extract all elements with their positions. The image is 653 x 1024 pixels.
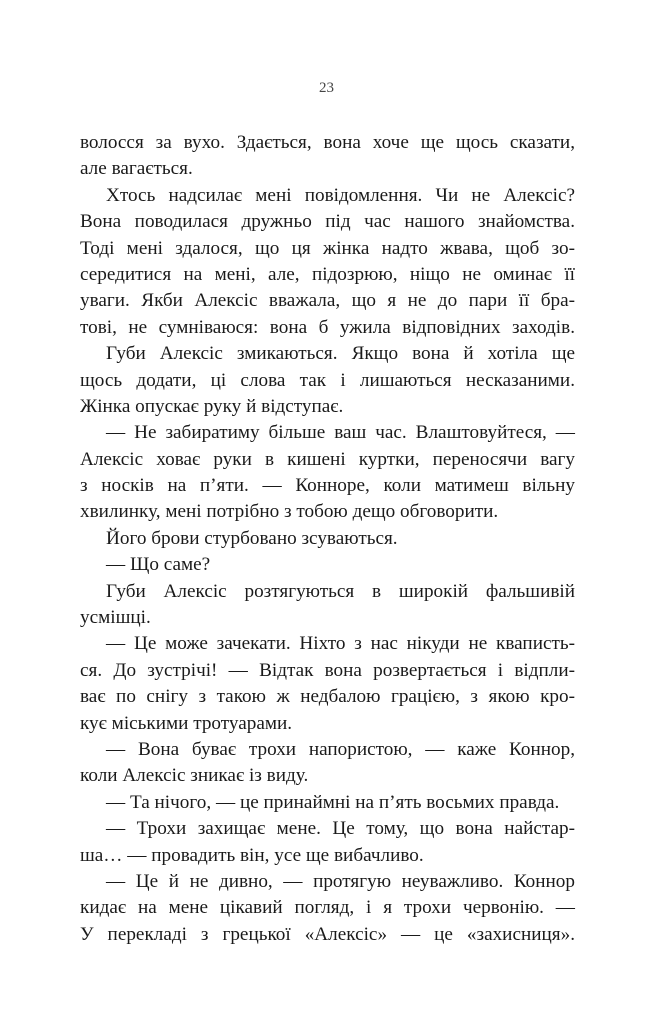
page-number: 23: [319, 80, 334, 96]
text-line: але вагається.: [80, 158, 193, 180]
text-line: — Не забиратиму більше ваш час. Влаштовуйтеся, —: [106, 422, 575, 444]
text-line: Жінка опускає руку й відступає.: [80, 395, 344, 417]
body-text: [80, 130, 575, 948]
text-line: Хтось надсилає мені повідомлення. Чи не Алексіс?: [106, 184, 575, 206]
text-line: з носків на п’яти. — Конноре, коли матимеш вільну: [80, 475, 575, 497]
text-line: Губи Алексіс розтягуються в широкій фальшивій: [106, 580, 575, 602]
text-line: кидає на мене цікавий погляд, і я трохи червонію. —: [80, 897, 575, 919]
text-line: — Це й не дивно, — протягую неуважливо. Коннор: [106, 870, 575, 892]
text-line: — Та нічого, — це принаймні на п’ять восьмих правда.: [106, 791, 560, 813]
text-line: кує міськими тротуарами.: [80, 712, 293, 734]
text-line: щось додати, ці слова так і лишаються несказаними.: [80, 369, 575, 391]
text-line: — Це може зачекати. Ніхто з нас нікуди не кваписть-: [106, 633, 575, 655]
text-line: — Що саме?: [106, 554, 211, 576]
text-line: ша… — провадить він, усе ще вибачливо.: [80, 844, 424, 866]
text-line: Тоді мені здалося, що ця жінка надто жвава, щоб зо-: [80, 237, 575, 259]
text-line: волосся за вухо. Здається, вона хоче ще щось сказати,: [80, 132, 575, 153]
text-line: уваги. Якби Алексіс вважала, що я не до пари її бра-: [80, 290, 575, 312]
text-line: У перекладі з грецької «Алексіс» — це «захисниця».: [80, 923, 575, 945]
text-line: коли Алексіс зникає із виду.: [80, 765, 309, 787]
text-line: середитися на мені, але, підозрюю, ніщо не оминає її: [80, 263, 575, 285]
text-line: тові, не сумніваюся: вона б ужила відповідних заходів.: [80, 316, 575, 338]
text-line: Губи Алексіс змикаються. Якщо вона й хотіла ще: [106, 343, 575, 365]
text-line: усмішці.: [80, 607, 151, 629]
text-line: — Трохи захищає мене. Це тому, що вона найстар-: [106, 818, 575, 840]
text-line: Його брови стурбовано зсуваються.: [106, 527, 398, 549]
text-line: ває по снігу з такою ж недбалою грацією, з якою кро-: [80, 686, 575, 708]
text-line: Вона поводилася дружньо під час нашого знайомства.: [80, 211, 575, 233]
text-line: хвилинку, мені потрібно з тобою дещо обговорити.: [80, 501, 499, 523]
text-line: — Вона буває трохи напористою, — каже Коннор,: [106, 738, 575, 760]
text-line: Алексіс ховає руки в кишені куртки, переносячи вагу: [80, 448, 575, 470]
text-line: ся. До зустрічі! — Відтак вона розвертається і відпли-: [80, 659, 575, 681]
